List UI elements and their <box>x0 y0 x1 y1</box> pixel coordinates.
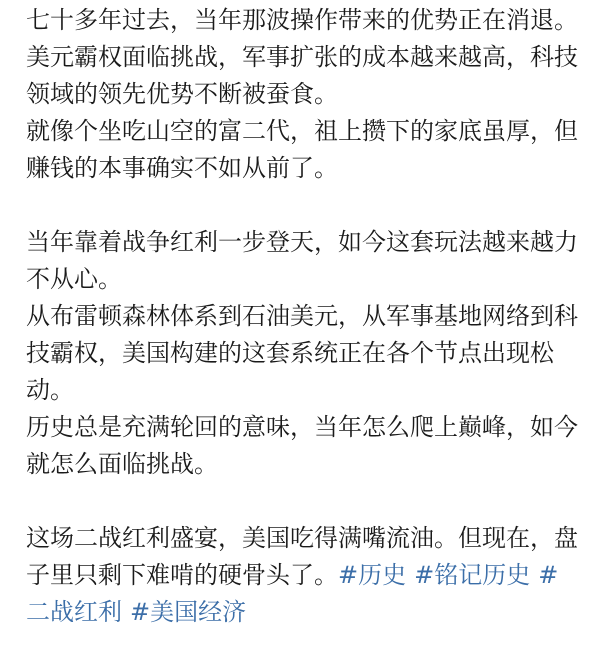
paragraph-gap <box>26 187 582 224</box>
paragraph-4: 从布雷顿森林体系到石油美元，从军事基地网络到科技霸权，美国构建的这套系统正在各个节点出现松动。 <box>26 302 578 404</box>
hashtag-link[interactable]: #美国经济 <box>130 598 247 626</box>
hashtag-link[interactable]: #二战红利 <box>26 561 559 626</box>
paragraph-5: 历史总是充满轮回的意味，当年怎么爬上巅峰，如今就怎么面临挑战。 <box>26 413 578 478</box>
paragraph-6 <box>26 520 582 631</box>
paragraph-2: 就像个坐吃山空的富二代，祖上攒下的家底虽厚，但赚钱的本事确实不如从前了。 <box>26 117 578 182</box>
paragraph-6-text: 这场二战红利盛宴，美国吃得满嘴流油。但现在，盘子里只剩下难啃的硬骨头了。 <box>26 524 578 589</box>
paragraph-3: 当年靠着战争红利一步登天，如今这套玩法越来越力不从心。 <box>26 228 578 293</box>
paragraph-1: 七十多年过去，当年那波操作带来的优势正在消退。美元霸权面临挑战，军事扩张的成本越来越高，科技领域的领先优势不断被蚕食。 <box>26 6 578 108</box>
hashtag-link[interactable]: #铭记历史 <box>414 561 531 589</box>
post-body <box>26 2 582 631</box>
hashtag-link[interactable]: #历史 <box>338 561 407 589</box>
paragraph-gap <box>26 483 582 520</box>
